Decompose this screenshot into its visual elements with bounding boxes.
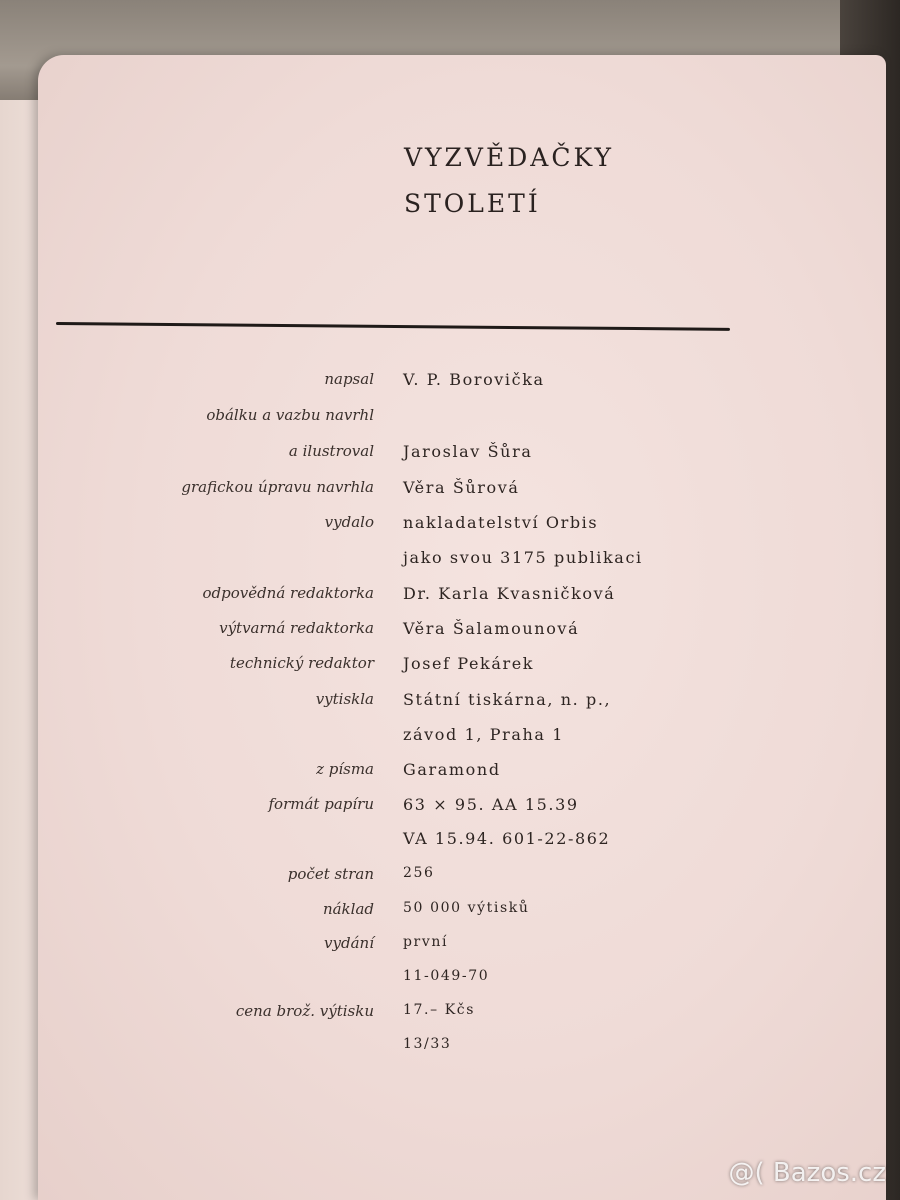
colophon-label: vydalo: [324, 513, 374, 531]
book-title: [404, 135, 614, 227]
colophon-value: Josef Pekárek: [403, 654, 535, 673]
colophon-row: [0, 829, 900, 851]
colophon-value: 17.– Kčs: [403, 1002, 475, 1018]
colophon-value: závod 1, Praha 1: [403, 725, 564, 744]
colophon-label: grafickou úpravu navrhla: [181, 478, 374, 496]
colophon-row: [0, 548, 900, 570]
colophon-label: výtvarná redaktorka: [219, 619, 374, 637]
colophon-value: 256: [403, 865, 435, 881]
colophon-label: počet stran: [287, 865, 374, 883]
colophon-label: cena brož. výtisku: [235, 1002, 374, 1020]
colophon-value: Garamond: [403, 760, 501, 779]
colophon-row: [0, 513, 900, 535]
colophon-value: Dr. Karla Kvasničková: [403, 584, 616, 603]
colophon-label: odpovědná redaktorka: [202, 584, 374, 602]
colophon-value: Státní tiskárna, n. p.,: [403, 690, 612, 709]
colophon-value: 11-049-70: [403, 968, 490, 984]
colophon-value: Věra Šalamounová: [403, 619, 580, 638]
bazos-watermark: @( Bazos.cz: [728, 1158, 886, 1188]
colophon-row: [0, 619, 900, 641]
colophon-label: z písma: [316, 760, 374, 778]
colophon-value: Jaroslav Šůra: [403, 442, 533, 461]
colophon-label: a ilustroval: [288, 442, 374, 460]
colophon-row: [0, 370, 900, 392]
colophon-value: 63 × 95. AA 15.39: [403, 795, 579, 814]
colophon-label: náklad: [322, 900, 374, 918]
colophon-row: [0, 654, 900, 676]
colophon-row: [0, 865, 900, 887]
colophon-row: [0, 584, 900, 606]
colophon-row: [0, 690, 900, 712]
colophon-row: [0, 968, 900, 990]
colophon-label: napsal: [324, 370, 374, 388]
colophon-label: obálku a vazbu navrhl: [206, 406, 374, 424]
colophon-value: VA 15.94. 601-22-862: [403, 829, 611, 848]
colophon-label: vydání: [324, 934, 374, 952]
colophon-label: formát papíru: [268, 795, 374, 813]
colophon-row: [0, 795, 900, 817]
colophon-label: vytiskla: [315, 690, 374, 708]
colophon-value: první: [403, 934, 449, 950]
colophon-row: [0, 406, 900, 428]
colophon-value: Věra Šůrová: [403, 478, 520, 497]
colophon-row: [0, 934, 900, 956]
colophon-value: V. P. Borovička: [403, 370, 545, 389]
title-line-1: VYZVĚDAČKY: [404, 143, 614, 172]
colophon-value: 50 000 výtisků: [403, 900, 530, 916]
colophon-value: 13/33: [403, 1036, 452, 1052]
colophon-row: [0, 1036, 900, 1058]
colophon-row: [0, 478, 900, 500]
colophon-row: [0, 442, 900, 464]
colophon-row: [0, 760, 900, 782]
colophon-row: [0, 900, 900, 922]
colophon-label: technický redaktor: [229, 654, 374, 672]
title-line-2: STOLETÍ: [404, 189, 541, 218]
colophon-row: [0, 1002, 900, 1024]
colophon-value: nakladatelství Orbis: [403, 513, 599, 532]
colophon-value: jako svou 3175 publikaci: [403, 548, 643, 567]
colophon-row: [0, 725, 900, 747]
